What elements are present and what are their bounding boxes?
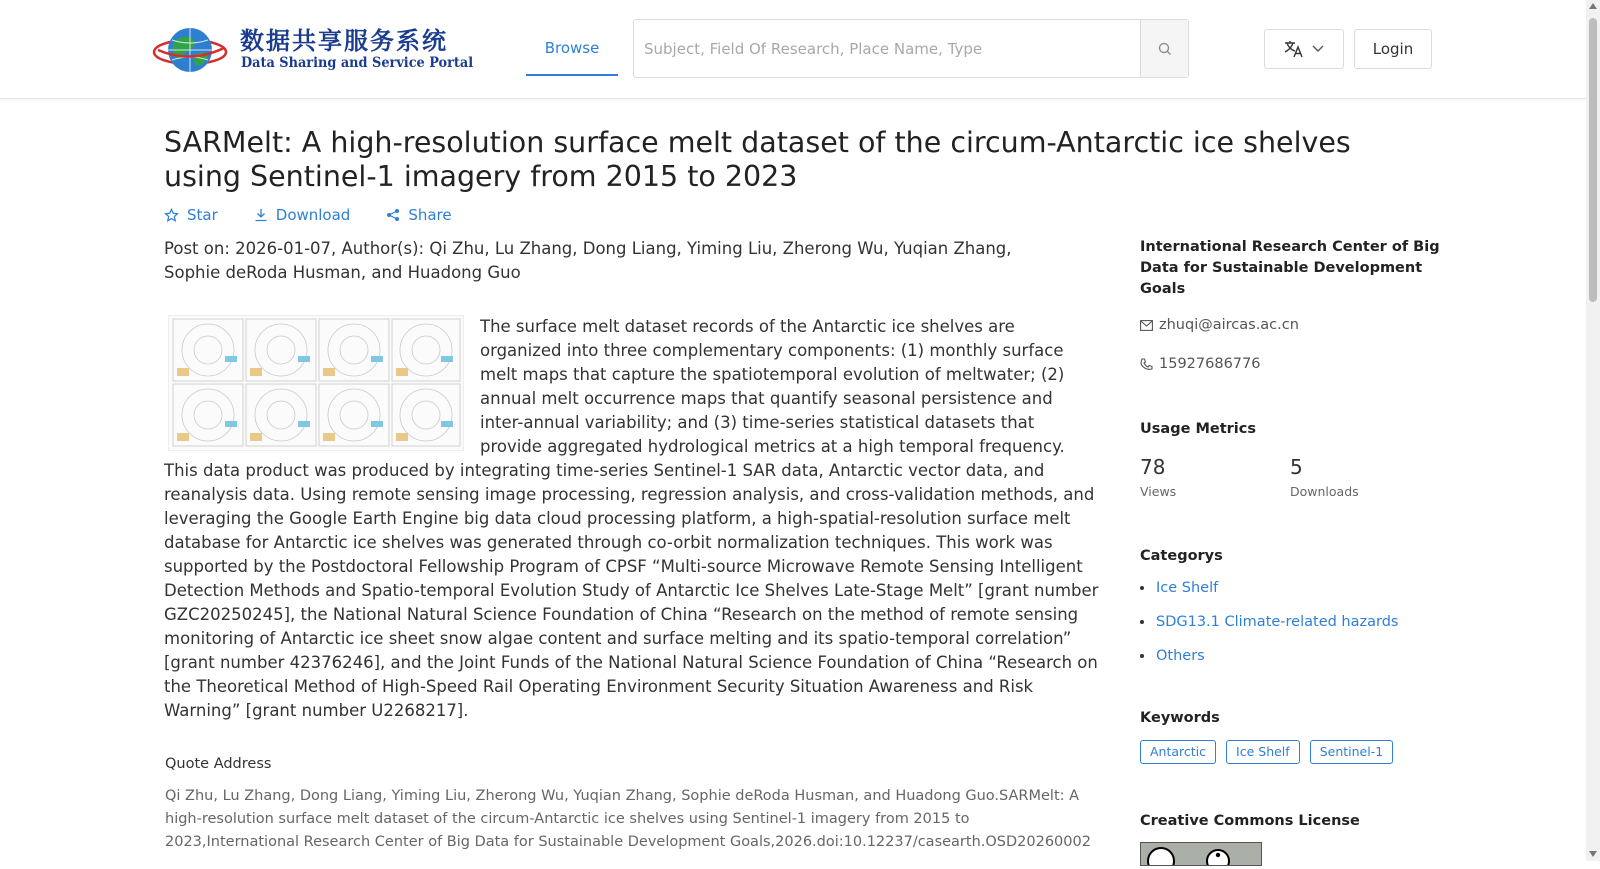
scroll-thumb[interactable]: [1589, 18, 1597, 302]
keywords-heading: Keywords: [1140, 710, 1220, 726]
star-icon: [164, 208, 179, 223]
category-item[interactable]: [1140, 614, 1440, 630]
usage-metrics-heading: Usage Metrics: [1140, 421, 1256, 437]
chevron-down-icon: [1312, 45, 1324, 53]
star-button[interactable]: [164, 204, 218, 226]
creative-commons-badge[interactable]: [1140, 842, 1262, 866]
downloads-label: Downloads: [1290, 484, 1359, 499]
dataset-thumbnail[interactable]: [168, 315, 464, 451]
category-label: Ice Shelf: [1156, 580, 1219, 596]
bullet-icon: [1140, 586, 1144, 590]
bullet-icon: [1140, 620, 1144, 624]
contact-email: [1140, 317, 1440, 333]
organization-name: International Research Center of Big Data for Sustainable Development Goals: [1140, 239, 1440, 297]
mail-icon: [1140, 320, 1153, 331]
download-label: Download: [275, 206, 351, 224]
phone-icon: [1140, 358, 1153, 371]
category-item[interactable]: [1140, 580, 1440, 596]
license-heading: Creative Commons License: [1140, 813, 1360, 829]
search-button[interactable]: [1140, 20, 1188, 77]
search-icon: [1158, 42, 1172, 56]
logo-english-title: Data Sharing and Service Portal: [241, 55, 474, 71]
dataset-description-block: [164, 315, 1100, 723]
category-label: SDG13.1 Climate-related hazards: [1156, 614, 1399, 630]
dataset-description: The surface melt dataset records of the Antarctic ice shelves are organized into three complementary components: (1) monthly surface melt maps that capture the spatiotemporal evolution of meltwater; (2) annual melt occurrence maps that quantify seasonal persistence and inter-annual variability; and (3) time-series statistical datasets that provide aggregated hydrological metrics at a high temporal frequency. This data product was produced by integrating time-series Sentinel-1 SAR data, Antarctic vector data, and reanalysis data. Using remote sensing image processing, regression analysis, and cross-validation methods, and leveraging the Google Earth Engine big data cloud processing platform, a high-spatial-resolution surface melt database for Antarctic ice shelves was generated through co-orbit normalization techniques. This work was supported by the Postdoctoral Fellowship Program of CPSF “Multi-source Microwave Remote Sensing Intelligent Detection Methods and Spatio-temporal Evolution Study of Antarctic Ice Shelves Late-Stage Melt” [grant number GZC20250245], the National Natural Science Foundation of China “Research on the method of remote sensing monitoring of Antarctic ice sheet snow algae content and surface melting and its spatio-temporal correlation” [grant number 42376246], and the Joint Funds of the National Natural Science Foundation of China “Research on the Theoretical Method of High-Speed Rail Operating Environment Security Situation Awareness and Risk Warning” [grant number U2268217].: [164, 317, 1099, 720]
melt-maps-thumbnail-image: [169, 316, 463, 450]
email-text[interactable]: zhuqi@aircas.ac.cn: [1159, 317, 1299, 333]
downloads-count: 5: [1290, 455, 1303, 479]
keyword-list: [1140, 740, 1440, 764]
share-button[interactable]: [386, 204, 451, 226]
categories-heading: Categorys: [1140, 548, 1223, 564]
category-label: Others: [1156, 648, 1205, 664]
top-header: [0, 0, 1586, 99]
keyword-tag[interactable]: Ice Shelf: [1226, 740, 1300, 764]
login-button[interactable]: Login: [1354, 29, 1432, 69]
download-icon: [254, 208, 268, 222]
search-input[interactable]: [634, 20, 1142, 77]
star-label: Star: [187, 206, 218, 224]
site-logo[interactable]: [152, 20, 474, 80]
contact-phone: [1140, 356, 1440, 372]
keyword-tag[interactable]: Sentinel-1: [1310, 740, 1393, 764]
share-icon: [386, 208, 400, 222]
keyword-tag[interactable]: Antarctic: [1140, 740, 1216, 764]
dataset-actions: [164, 204, 488, 226]
bullet-icon: [1140, 654, 1144, 658]
quote-address-label: Quote Address: [165, 756, 272, 772]
post-meta: Post on: 2026-01-07, Author(s): Qi Zhu, Lu Zhang, Dong Liang, Yiming Liu, Zherong Wu, Yuqian Zhang, Sophie deRoda Husman, and Huadong Guo: [164, 239, 1012, 282]
page-scrollbar[interactable]: [1586, 0, 1600, 861]
search-box: [633, 19, 1189, 78]
cc-by-license-icon: [1141, 843, 1261, 865]
views-label: Views: [1140, 484, 1177, 499]
globe-logo-icon: [152, 20, 230, 80]
views-count: 78: [1140, 455, 1166, 479]
language-button[interactable]: [1264, 29, 1344, 69]
logo-chinese-title: 数据共享服务系统: [240, 27, 448, 55]
quote-address-text: Qi Zhu, Lu Zhang, Dong Liang, Yiming Liu, Zherong Wu, Yuqian Zhang, Sophie deRoda Husman, and Huadong Guo.SARMelt: A high-resolution surface melt dataset of the circum-Antarctic ice shelves using Sentinel-1 imagery from 2015 to 2023,International Research Center of Big Data for Sustainable Development Goals,2026.doi:10.12237/casearth.OSD20260002: [165, 788, 1091, 850]
scroll-down-arrow-icon[interactable]: [1589, 851, 1597, 857]
download-button[interactable]: [254, 204, 351, 226]
category-item[interactable]: [1140, 648, 1440, 664]
phone-text: 15927686776: [1159, 356, 1261, 372]
translate-icon: [1284, 40, 1304, 58]
scroll-up-arrow-icon[interactable]: [1589, 3, 1597, 9]
share-label: Share: [408, 206, 452, 224]
dataset-title: SARMelt: A high-resolution surface melt dataset of the circum-Antarctic ice shelves using Sentinel-1 imagery from 2015 to 2023: [164, 126, 1351, 193]
nav-browse-tab[interactable]: Browse: [526, 26, 618, 76]
